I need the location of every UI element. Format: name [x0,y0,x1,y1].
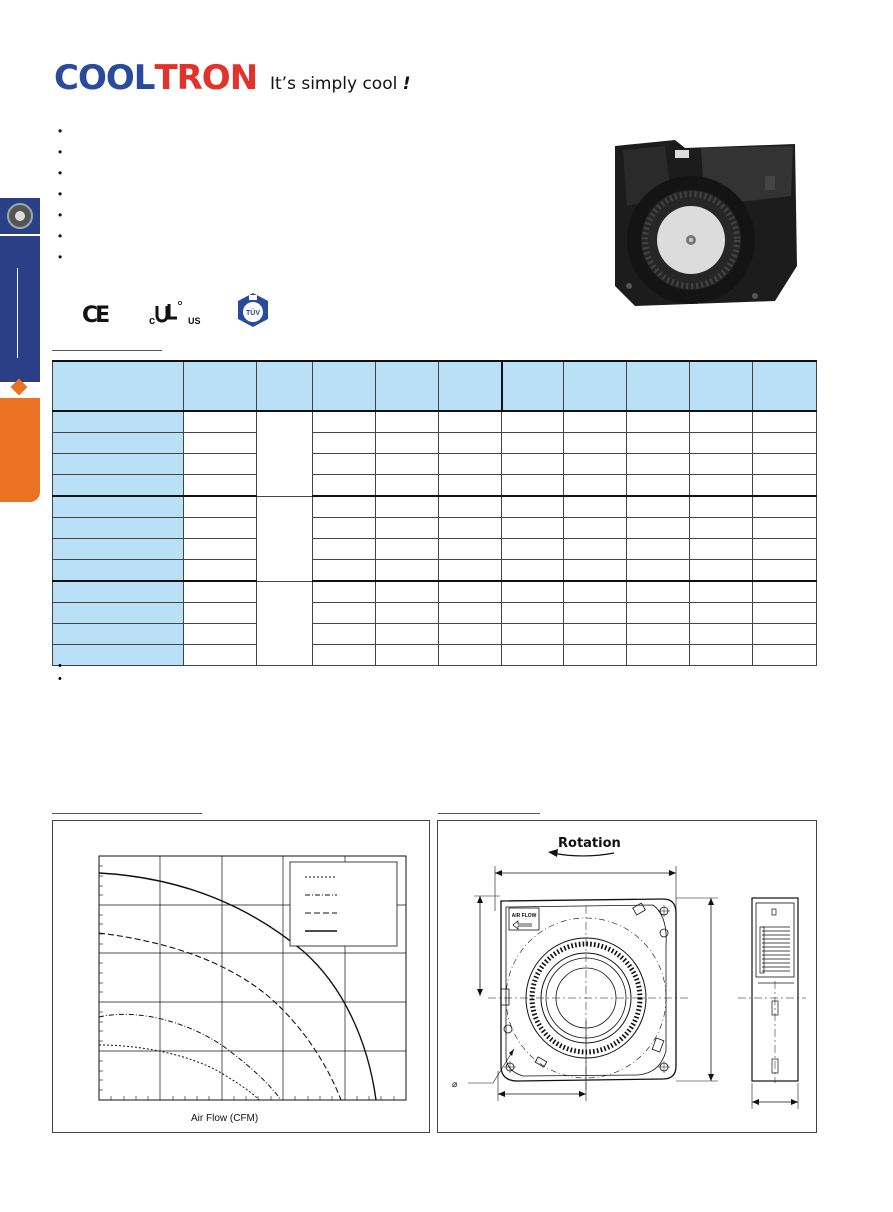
tagline [270,74,411,94]
spec-header-row [53,361,817,411]
chart-legend [290,862,397,946]
header-cell [376,361,439,411]
side-blue-tab [0,236,40,382]
header-cell [753,361,817,411]
svg-text:US: US [188,316,201,326]
dimension-drawing-panel [437,820,817,1133]
header-cell [53,361,184,411]
spec-section-rule [52,350,162,351]
model-cell [53,645,184,666]
model-cell [53,560,184,582]
header-cell [313,361,376,411]
model-cell [53,475,184,497]
model-cell [53,496,184,518]
tagline-mark: ! [402,74,411,94]
model-cell [53,433,184,454]
side-fan-thumbnail [0,198,40,234]
group-merged-cell [257,496,313,581]
table-row [53,411,817,433]
table-row [53,539,817,560]
model-cell [53,624,184,645]
cul-us-mark-icon [149,300,209,326]
model-cell [53,454,184,475]
header-cell [439,361,502,411]
model-cell [53,518,184,539]
table-row [53,645,817,666]
dimension-drawing [438,821,816,1132]
tagline-text: It’s simply cool [270,74,398,94]
side-orange-tab [0,398,40,502]
group-merged-cell [257,411,313,496]
tuv-mark-icon [236,292,270,328]
blower-fan-photo [605,136,805,314]
drawing-section-rule [438,813,540,814]
header-cell [627,361,690,411]
table-row [53,496,817,518]
air-flow-label: AIR FLOW [511,913,537,919]
model-cell [53,581,184,603]
header-cell [502,361,564,411]
x-axis-label: Air Flow (CFM) [191,1113,259,1124]
diameter-symbol: ⌀ [452,1079,458,1089]
chart-section-rule [52,813,202,814]
header-cell [184,361,257,411]
table-row [53,454,817,475]
logo-tron-text: TRON [154,58,258,98]
table-row [53,624,817,645]
rotation-label: Rotation [558,836,621,851]
svg-text:c: c [149,315,156,326]
model-cell [53,603,184,624]
table-row [53,603,817,624]
table-row [53,433,817,454]
cooltron-logo [54,60,257,96]
ce-mark-icon: CE [82,303,108,328]
header-cell [690,361,753,411]
model-cell [53,539,184,560]
spec-table [52,360,817,666]
svg-text:TÜV: TÜV [246,310,260,317]
group-merged-cell [257,581,313,666]
header-cell [257,361,313,411]
curve-dash [99,933,341,1100]
table-row [53,560,817,582]
model-cell [53,411,184,433]
curve-dotted [99,1045,259,1100]
logo-cool-text: COOL [54,58,155,98]
header-cell [564,361,627,411]
performance-chart [53,821,429,1132]
performance-chart-panel [52,820,430,1133]
table-row [53,518,817,539]
curve-dashdot [99,1014,281,1100]
table-row [53,475,817,497]
table-row [53,581,817,603]
